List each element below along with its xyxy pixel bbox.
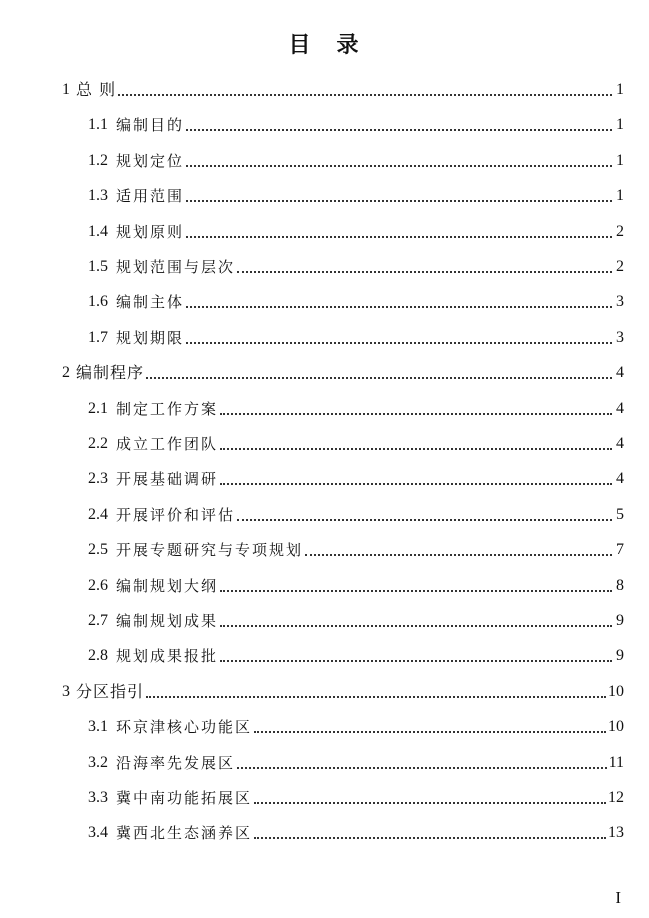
dot-leader — [254, 836, 606, 839]
toc-chapter[interactable] — [62, 676, 624, 702]
toc-number: 1.1 — [88, 116, 108, 134]
dot-leader — [146, 376, 612, 379]
dot-leader — [186, 235, 612, 238]
toc-title: 沿海率先发展区 — [116, 753, 236, 772]
dot-leader — [220, 589, 612, 592]
toc-section[interactable] — [88, 570, 624, 596]
toc-title: 规划定位 — [116, 151, 185, 170]
toc-page-number: 12 — [608, 789, 624, 806]
dot-leader — [186, 128, 612, 131]
toc-title: 规划成果报批 — [116, 647, 219, 666]
toc-section[interactable] — [88, 109, 624, 135]
dot-leader — [220, 659, 612, 662]
toc-number: 1.6 — [88, 293, 108, 311]
dot-leader — [118, 93, 612, 96]
dot-leader — [254, 730, 606, 733]
dot-leader — [254, 801, 606, 804]
toc-section[interactable] — [88, 499, 624, 525]
toc-page-number: 4 — [616, 399, 624, 417]
toc-title: 开展专题研究与专项规划 — [116, 541, 304, 560]
dot-leader — [305, 553, 612, 556]
toc-page-number: 1 — [616, 151, 624, 169]
toc-number: 2.4 — [88, 505, 108, 523]
toc-number: 2.5 — [88, 541, 108, 559]
toc-number: 2.2 — [88, 435, 108, 452]
toc-title: 编制主体 — [116, 293, 185, 312]
dot-leader — [220, 412, 612, 415]
toc-title: 开展基础调研 — [116, 470, 219, 489]
toc-page-number: 4 — [616, 364, 624, 382]
toc-section[interactable] — [88, 640, 624, 666]
toc-title: 编制规划大纲 — [116, 576, 219, 595]
toc-title: 编制程序 — [76, 363, 145, 383]
toc-number: 1.3 — [88, 187, 108, 205]
toc-page-number: 10 — [608, 718, 624, 736]
toc-title: 编制规划成果 — [116, 612, 219, 630]
toc-number: 2.8 — [88, 647, 108, 665]
toc-title: 适用范围 — [116, 187, 185, 206]
dot-leader — [220, 482, 612, 485]
toc-title: 规划范围与层次 — [116, 258, 236, 276]
toc-number: 2 — [62, 364, 70, 382]
toc-number: 3.4 — [88, 824, 108, 842]
page-title: 目 录 — [288, 33, 361, 58]
dot-leader — [220, 624, 612, 627]
toc-number: 1.5 — [88, 258, 108, 275]
toc-section[interactable] — [88, 251, 624, 277]
toc-page-number: 9 — [616, 612, 624, 629]
toc-number: 1.4 — [88, 222, 108, 240]
toc-section[interactable] — [88, 322, 624, 348]
toc-number: 2.1 — [88, 399, 108, 417]
dot-leader — [237, 766, 607, 769]
toc-title: 成立工作团队 — [116, 435, 219, 453]
toc-page-number: 13 — [608, 824, 624, 842]
dot-leader — [146, 695, 606, 698]
toc-section[interactable] — [88, 711, 624, 737]
toc-page-number: 2 — [616, 222, 624, 240]
toc-section[interactable] — [88, 145, 624, 171]
toc-number: 1.7 — [88, 328, 108, 346]
toc-title: 环京津核心功能区 — [116, 718, 253, 737]
toc-number: 3.1 — [88, 718, 108, 736]
toc-page-number: 1 — [616, 187, 624, 205]
toc-number: 2.3 — [88, 470, 108, 488]
toc-title: 规划期限 — [116, 328, 185, 347]
dot-leader — [186, 341, 612, 344]
toc-number: 1 — [62, 81, 70, 98]
toc-section[interactable] — [88, 393, 624, 419]
dot-leader — [186, 164, 612, 167]
toc-title: 冀西北生态涵养区 — [116, 824, 253, 843]
toc-title: 冀中南功能拓展区 — [116, 789, 253, 807]
toc-number: 3.3 — [88, 789, 108, 806]
dot-leader — [186, 199, 612, 202]
toc-title: 规划原则 — [116, 222, 185, 241]
toc-section[interactable] — [88, 782, 624, 808]
toc-section[interactable] — [88, 428, 624, 454]
toc-page-number: 8 — [616, 576, 624, 594]
toc-section[interactable] — [88, 463, 624, 489]
toc-number: 3.2 — [88, 753, 108, 771]
toc-section[interactable] — [88, 747, 624, 773]
dot-leader — [220, 447, 612, 450]
toc-section[interactable] — [88, 180, 624, 206]
toc-page-number: 4 — [616, 435, 624, 452]
toc-page-number: 1 — [616, 116, 624, 134]
toc-page-number: 4 — [616, 470, 624, 488]
toc-page-number: 11 — [608, 753, 624, 771]
toc-page-number: 9 — [616, 647, 624, 665]
toc-number: 2.6 — [88, 576, 108, 594]
page-number: I — [615, 888, 621, 907]
toc-number: 3 — [62, 682, 70, 700]
dot-leader — [237, 518, 612, 521]
toc-chapter[interactable] — [62, 357, 624, 383]
toc-section[interactable] — [88, 817, 624, 843]
toc-section[interactable] — [88, 216, 624, 242]
toc-number: 2.7 — [88, 612, 108, 629]
toc-page-number: 7 — [616, 541, 624, 559]
toc-title: 总 则 — [76, 80, 117, 99]
toc-title: 开展评价和评估 — [116, 505, 236, 524]
toc-page-number: 3 — [616, 328, 624, 346]
dot-leader — [237, 270, 612, 273]
toc-section[interactable] — [88, 286, 624, 312]
toc-title: 分区指引 — [76, 681, 145, 701]
toc-section[interactable] — [88, 534, 624, 560]
toc-number: 1.2 — [88, 151, 108, 169]
toc-title: 制定工作方案 — [116, 399, 219, 418]
toc-page-number: 1 — [616, 81, 624, 98]
toc-page-number: 3 — [616, 293, 624, 311]
toc-section[interactable] — [88, 605, 624, 631]
toc-title: 编制目的 — [116, 116, 185, 135]
toc-page-number: 2 — [616, 258, 624, 275]
toc-chapter[interactable] — [62, 74, 624, 100]
toc-page-number: 10 — [608, 682, 624, 700]
toc-page-number: 5 — [616, 505, 624, 523]
dot-leader — [186, 305, 612, 308]
